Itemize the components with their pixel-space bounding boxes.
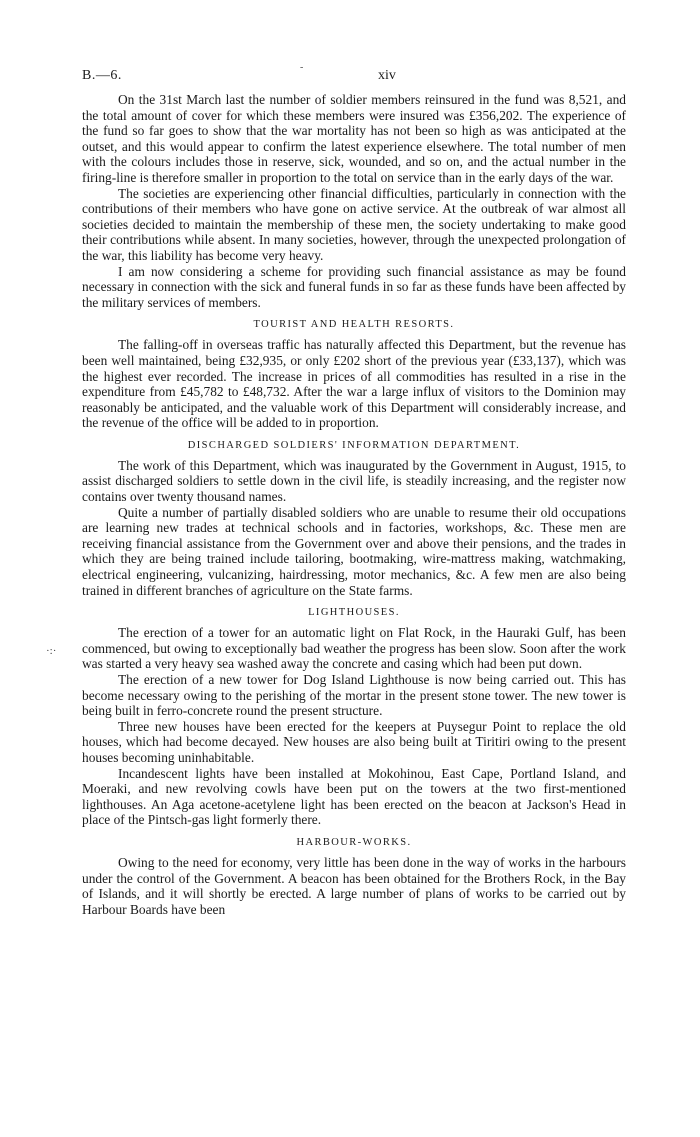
paragraph: The societies are experiencing other financial difficulties, particularly in connection with the contributions of their members who have gone on active service. At the outbreak of war almost all societies decided to maintain the membership of these men, the society undertaking to make good their contributions while absent. In many societies, however, through the unexpected prolongation of the war, this liability has become very heavy. (82, 185, 626, 263)
paragraph: Incandescent lights have been installed at Mokohinou, East Cape, Portland Island, and Moeraki, and new revolving cowls have been put on the towers at the two first-mentioned lighthouses. An Aga acetone-acetylene light has been erected on the beacon at Jackson's Head in place of the Pintsch-gas light formerly there. (82, 765, 626, 828)
paragraph: The falling-off in overseas traffic has naturally affected this Department, but the revenue has been well maintained, being £32,935, or only £202 short of the previous year (£33,137), which was the highest ever recorded. The increase in prices of all commodities has resulted in a rise in the expenditure from £45,782 to £48,732. After the war a large influx of visitors to the Dominion may reasonably be anticipated, and the valuable work of this Department will considerably increase, and the revenue of the office will be added to in proportion. (82, 337, 626, 431)
page-header (82, 62, 626, 92)
section-lighthouses (82, 607, 626, 828)
paragraph: I am now considering a scheme for providing such financial assistance as may be found necessary in connection with the sick and funeral funds in so far as these funds have been affected by the military services of members. (82, 263, 626, 310)
header-mark: - (300, 62, 304, 73)
document-page (82, 62, 626, 917)
section-heading: DISCHARGED SOLDIERS' INFORMATION DEPARTMENT. (187, 439, 521, 451)
section-heading: HARBOUR-WORKS. (296, 836, 412, 848)
section-discharged-soldiers (82, 440, 626, 598)
paragraph: The erection of a tower for an automatic light on Flat Rock, in the Hauraki Gulf, has been commenced, but owing to exceptionally bad weather the progress has been slow. Soon after the work was started a very heavy sea washed away the concrete and casing which had been put down. (82, 625, 626, 672)
page-reference: B.—6. (82, 68, 122, 83)
section-friendly-societies (82, 92, 626, 310)
section-tourist-health-resorts (82, 319, 626, 431)
section-harbour-works (82, 837, 626, 917)
paragraph: The work of this Department, which was inaugurated by the Government in August, 1915, to assist discharged soldiers to settle down in the civil life, is steadily increasing, and the register now contains over twenty thousand names. (82, 457, 626, 505)
paragraph: The erection of a new tower for Dog Island Lighthouse is now being carried out. This has become necessary owing to the perishing of the mortar in the present stone tower. The new tower is being built in ferro-concrete round the present structure. (82, 672, 626, 719)
margin-mark: ·:· (46, 645, 57, 657)
section-heading: TOURIST AND HEALTH RESORTS. (253, 319, 455, 331)
paragraph: Three new houses have been erected for the keepers at Puysegur Point to replace the old houses, which had become decayed. New houses are also being built at Tiritiri owing to the present houses becoming uninhabitable. (82, 718, 626, 765)
paragraph: On the 31st March last the number of soldier members reinsured in the fund was 8,521, and the total amount of cover for which these members were insured was £356,202. The experience of the fund so far goes to show that the war mortality has not been so high as was anticipated at the outset, and this would appear to confirm the latest experience elsewhere. The total number of men with the colours includes those in reserve, sick, wounded, and so on, and the actual number in the firing-line is therefore smaller in proportion to the total on service than in the early days of the war. (82, 92, 626, 185)
paragraph: Quite a number of partially disabled soldiers who are unable to resume their old occupations are learning new trades at technical schools and in factories, workshops, &c. These men are receiving financial assistance from the Government over and above their pensions, and the trades in which they are being trained include tailoring, bootmaking, wire-mattress making, watchmaking, electrical engineering, vulcanizing, hairdressing, motor mechanics, &c. A few men are also being trained in different branches of agriculture on the State farms. (82, 504, 626, 598)
section-heading: LIGHTHOUSES. (308, 607, 400, 619)
page-number: xiv (378, 68, 396, 83)
paragraph: Owing to the need for economy, very little has been done in the way of works in the harbours under the control of the Government. A beacon has been obtained for the Brothers Rock, in the Bay of Islands, and it will shortly be erected. A large number of plans of works to be carried out by Harbour Boards have been (82, 854, 626, 917)
